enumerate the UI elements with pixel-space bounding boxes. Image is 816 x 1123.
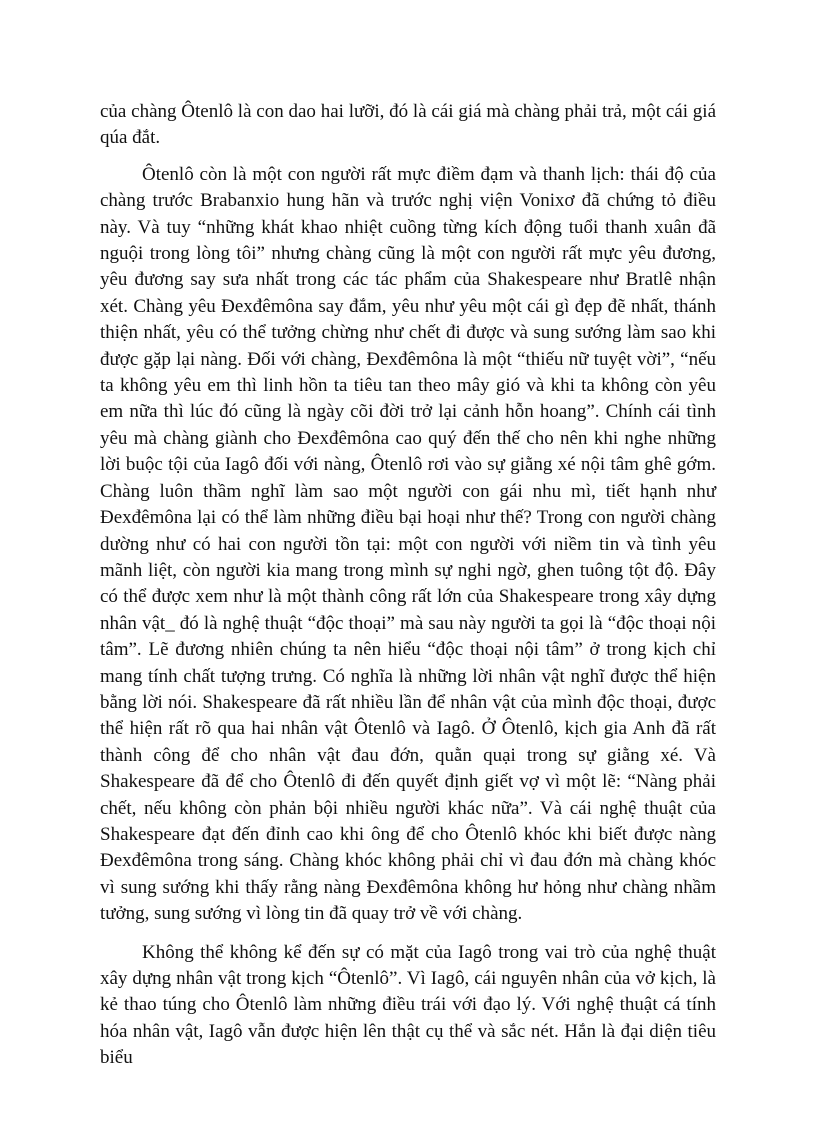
paragraph-otenlo-character: Ôtenlô còn là một con người rất mực điềm đạm và thanh lịch: thái độ của chàng trước Brabanxio hung hãn và trước nghị viện Vonixơ đã chứng tỏ điều này. Và tuy “những khát khao nhiệt cuồng từng kích động tuổi thanh xuân đã nguội trong lòng tôi” nhưng chàng cũng là một con người rất mực yêu đương, yêu đương say sưa nhất trong các tác phẩm của Shakespeare như Bratlê nhận xét. Chàng yêu Đexđêmôna say đắm, yêu như yêu một cái gì đẹp đẽ nhất, thánh thiện nhất, yêu có thể tưởng chừng như chết đi được và sung sướng làm sao khi được gặp lại nàng. Đối với chàng, Đexđêmôna là một “thiếu nữ tuyệt vời”, “nếu ta không yêu em thì linh hồn ta tiêu tan theo mây gió và khi ta không còn yêu em nữa thì lúc đó cũng là ngày cõi đời trở lại cảnh hỗn hoang”. Chính cái tình yêu mà chàng giành cho Đexđêmôna cao quý đến thế cho nên khi nghe những lời buộc tội của Iagô đối với nàng, Ôtenlô rơi vào sự giằng xé nội tâm ghê gớm. Chàng luôn thầm nghĩ làm sao một người con gái nhu mì, tiết hạnh như Đexđêmôna lại có thể làm những điều bại hoại như thế? Trong con người chàng dường như có hai con người tồn tại: một con người với niềm tin và tình yêu mãnh liệt, còn người kia mang trong mình sự nghi ngờ, ghen tuông tột độ. Đây có thể được xem như là một thành công rất lớn của Shakespeare trong xây dựng nhân vật_ đó là nghệ thuật “độc thoại” mà sau này người ta gọi là “độc thoại nội tâm”. Lẽ đương nhiên chúng ta nên hiểu “độc thoại nội tâm” ở trong kịch chỉ mang tính chất tượng trưng. Có nghĩa là những lời nhân vật nghĩ được thể hiện bằng lời nói. Shakespeare đã rất nhiều lần để nhân vật của mình độc thoại, được thể hiện rất rõ qua hai nhân vật Ôtenlô và Iagô. Ở Ôtenlô, kịch gia Anh đã rất thành công để cho nhân vật đau đớn, quằn quại trong sự giằng xé. Và Shakespeare đã để cho Ôtenlô đi đến quyết định giết vợ vì một lẽ: “Nàng phải chết, nếu không còn phản bội nhiều người khác nữa”. Và cái nghệ thuật của Shakespeare đạt đến đỉnh cao khi ông để cho Ôtenlô khóc khi biết được nàng Đexđêmôna trong sáng. Chàng khóc không phải chỉ vì đau đớn mà chàng khóc vì sung sướng khi thấy rằng nàng Đexđêmôna không hư hỏng như chàng nhầm tưởng, sung sướng vì lòng tin đã quay trở về với chàng.	[100, 163, 716, 925]
document-body	[100, 99, 716, 1072]
paragraph-iago-character: Không thể không kể đến sự có mặt của Iagô trong vai trò của nghệ thuật xây dựng nhân vật trong kịch “Ôtenlô”. Vì Iagô, cái nguyên nhân của vở kịch, là kẻ thao túng cho Ôtenlô làm những điều trái với đạo lý. Với nghệ thuật cá tính hóa nhân vật, Iagô vẫn được hiện lên thật cụ thể và sắc nét. Hắn là đại diện tiêu biểu	[100, 941, 716, 1069]
paragraph-continuation: của chàng Ôtenlô là con dao hai lưỡi, đó là cái giá mà chàng phải trả, một cái giá qúa đắt.	[100, 101, 716, 149]
